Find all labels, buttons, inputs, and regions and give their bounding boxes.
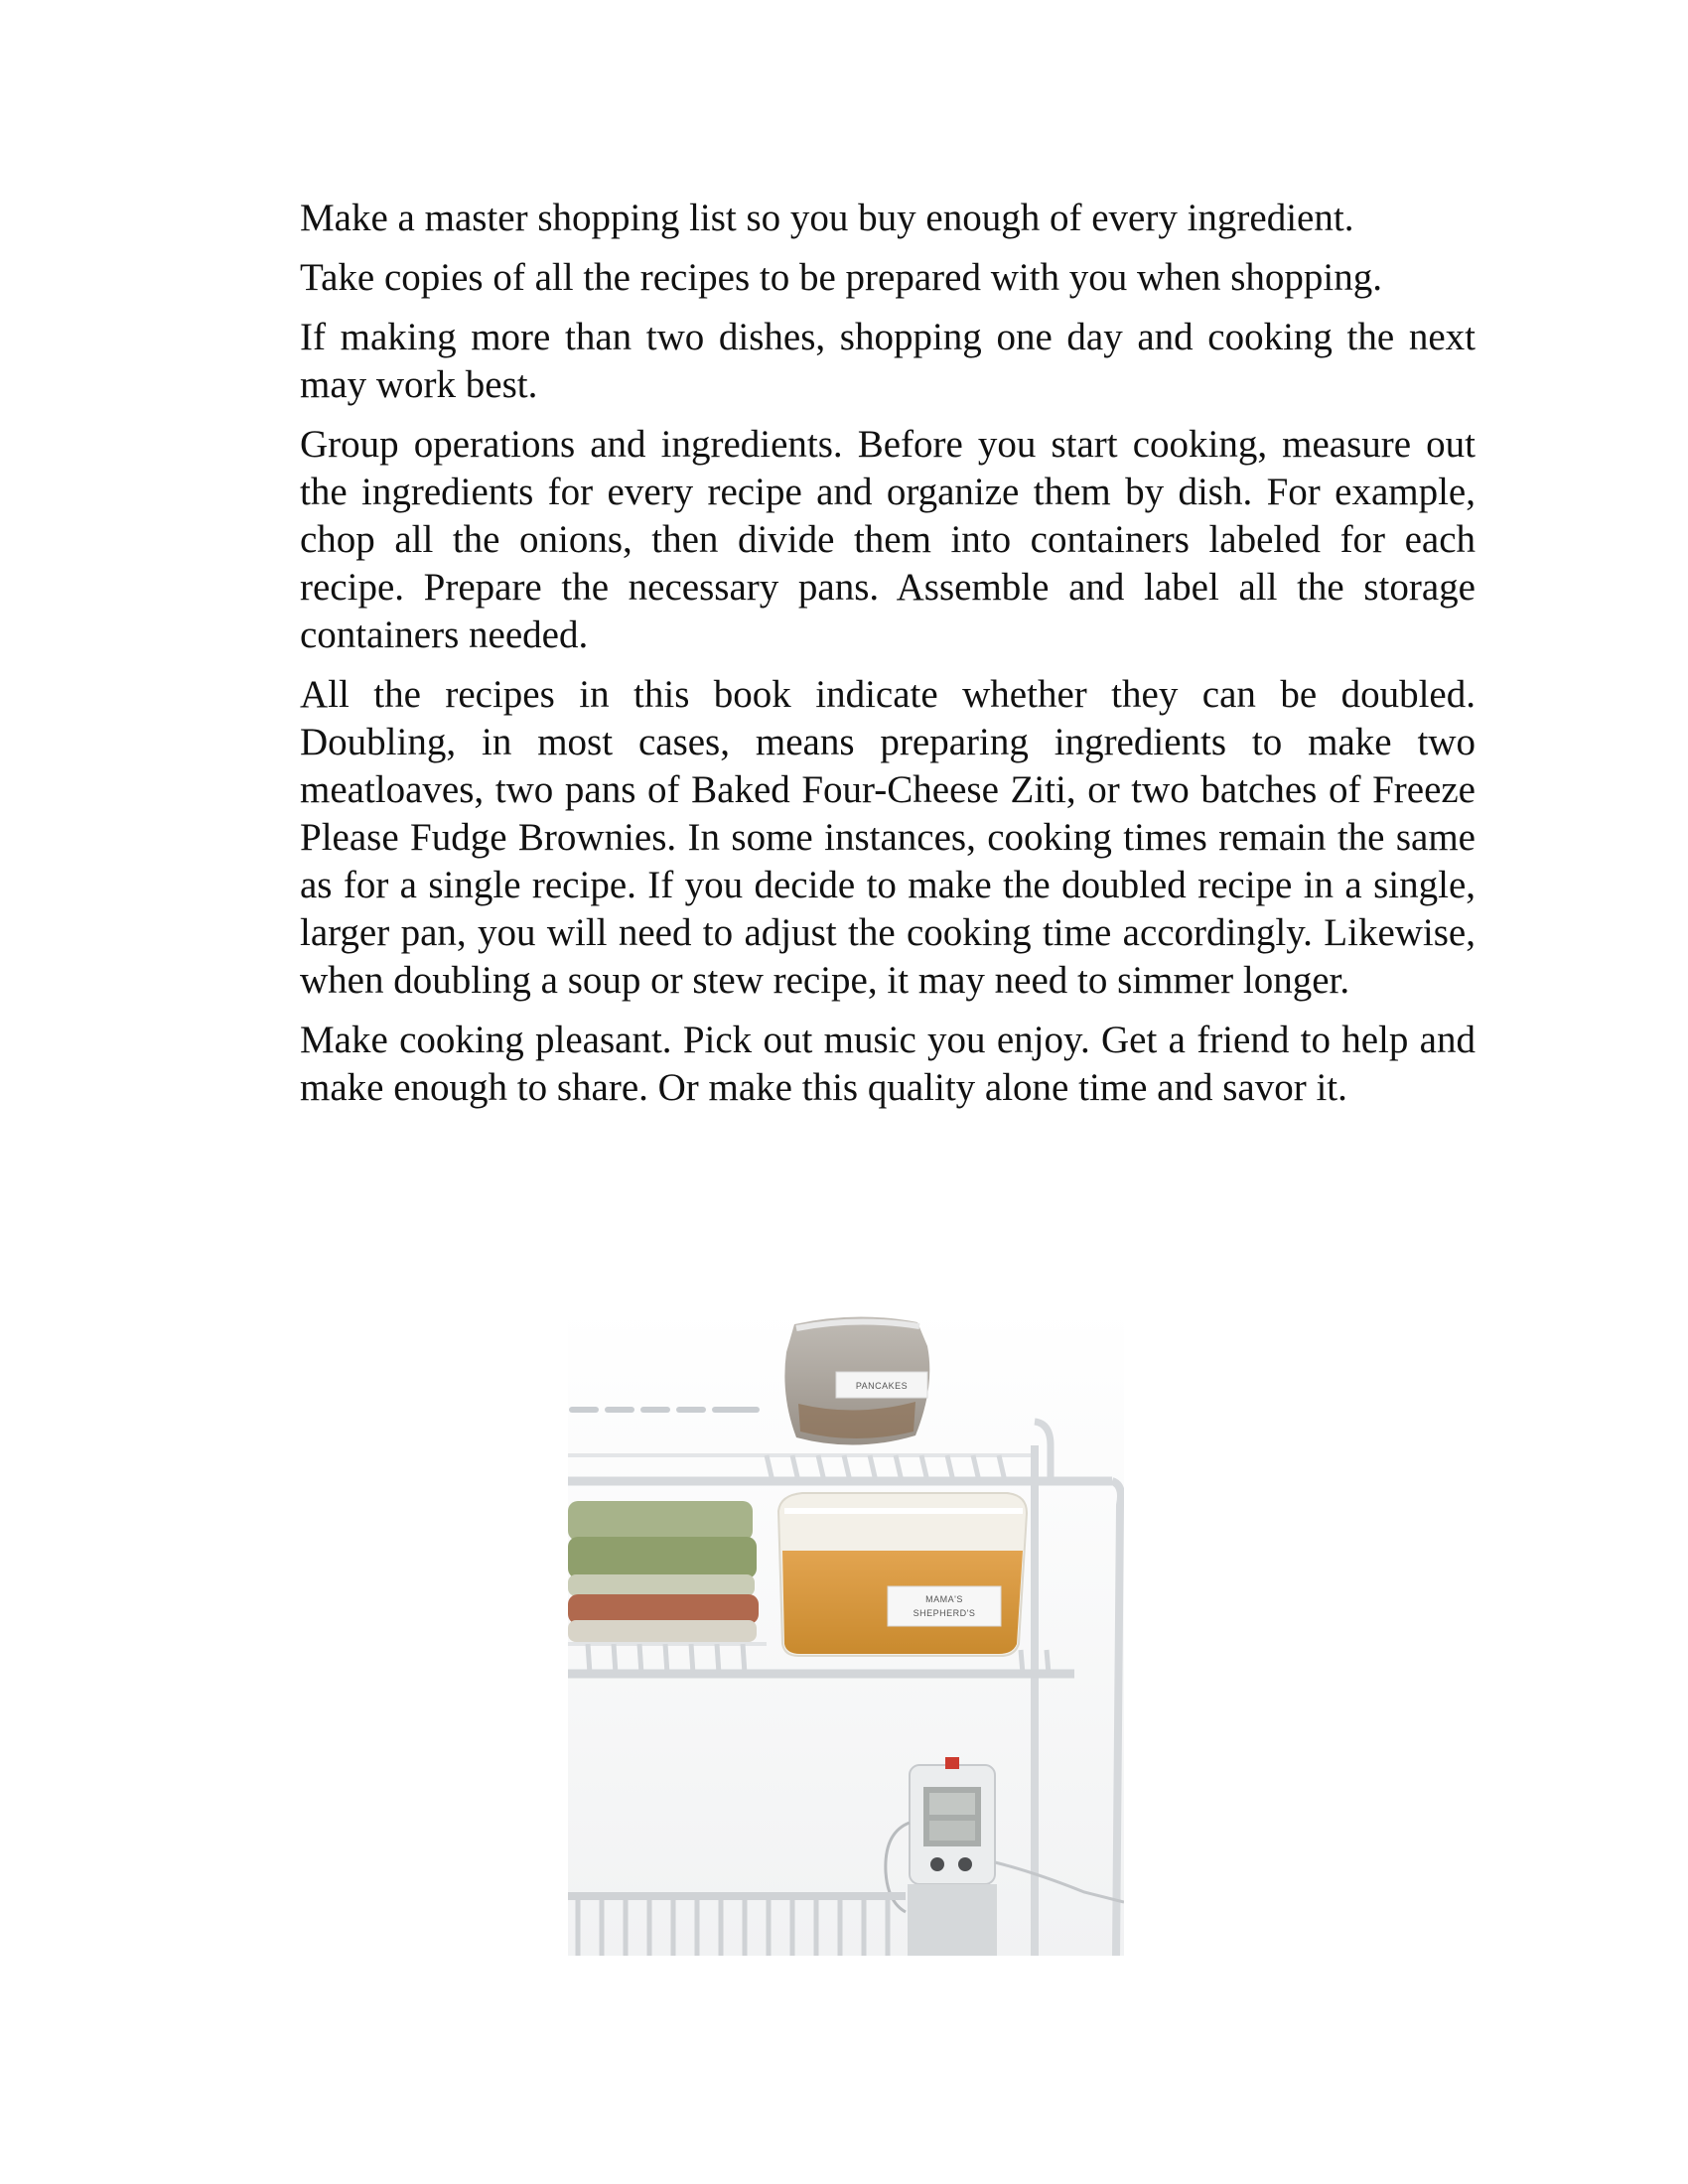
paragraph-two-dishes: If making more than two dishes, shopping one day and cooking the next may work best.: [300, 316, 1476, 406]
body-text: [300, 195, 1476, 1124]
paragraph-cooking-pleasant: Make cooking pleasant. Pick out music you enjoy. Get a friend to help and make enough to share. Or make this quality alone time and savor it.: [300, 1019, 1476, 1109]
soup-label-line2: SHEPHERD'S: [913, 1608, 976, 1618]
pancake-freezer-bag: [784, 1316, 929, 1444]
soup-container-label: [888, 1586, 1001, 1626]
freezer-shelf-photo: [568, 1306, 1124, 1956]
pancake-bag-label-text: PANCAKES: [855, 1381, 909, 1391]
soup-storage-container: [778, 1493, 1027, 1656]
paragraph-doubling: All the recipes in this book indicate whether they can be doubled. Doubling, in most cases, means preparing ingredients to make two meatloaves, two pans of Baked Four-Cheese Ziti, or two batches of Freeze Please Fudge Brownies. In some instances, cooking times remain the same as for a single recipe. If you decide to make the doubled recipe in a single, larger pan, you will need to adjust the cooking time accordingly. Likewise, when doubling a soup or stew recipe, it may need to simmer longer.: [300, 673, 1476, 1002]
paragraph-shopping-list: Make a master shopping list so you buy enough of every ingredient.: [300, 197, 1354, 239]
paragraph-group-operations: Group operations and ingredients. Before you start cooking, measure out the ingredients for every recipe and organize them by dish. For example, chop all the onions, then divide them into containers labeled for each recipe. Prepare the necessary pans. Assemble and label all the storage containers needed.: [300, 423, 1476, 656]
paragraph-recipe-copies: Take copies of all the recipes to be prepared with you when shopping.: [300, 256, 1383, 299]
soup-label-line1: MAMA'S: [925, 1594, 963, 1604]
frozen-bag-stack: [568, 1501, 759, 1642]
